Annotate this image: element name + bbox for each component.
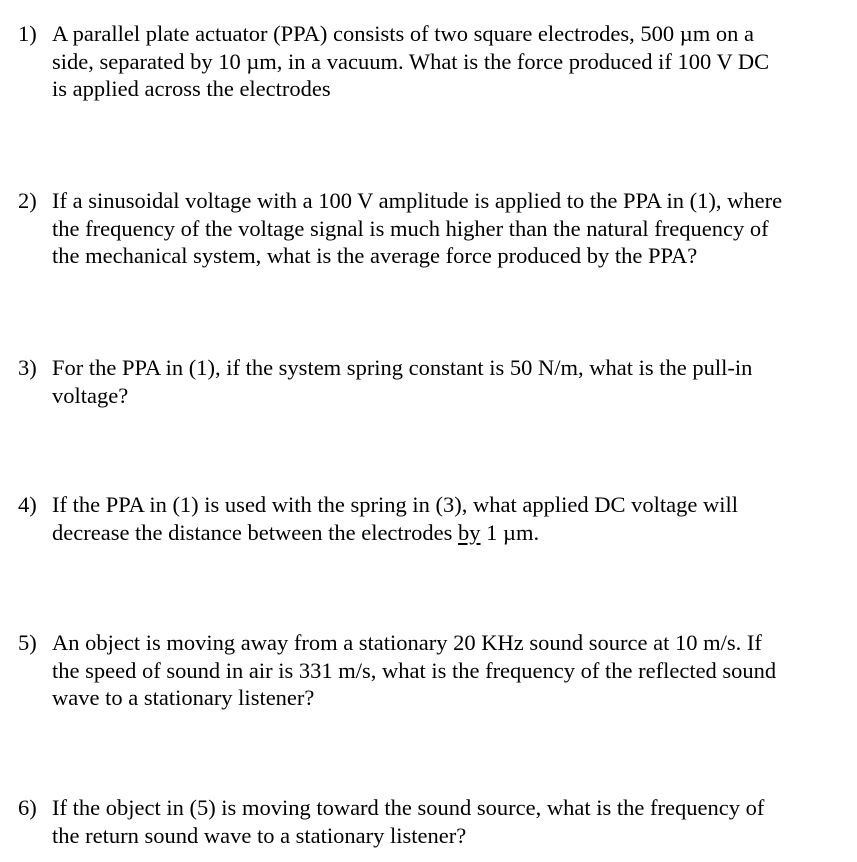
question-text	[52, 629, 848, 712]
question-line: the return sound wave to a stationary listener?	[52, 822, 467, 848]
question-line: the speed of sound in air is 331 m/s, what is the frequency of the reflected sound	[52, 657, 777, 683]
question-line: the frequency of the voltage signal is much higher than the natural frequency of	[52, 215, 769, 241]
question-line: voltage?	[52, 382, 129, 408]
question-line-end: 1 µm.	[480, 519, 540, 545]
question-line: the mechanical system, what is the average force produced by the PPA?	[52, 243, 698, 268]
question-line: is applied across the electrodes	[52, 76, 331, 101]
question-number: 5)	[18, 630, 37, 655]
question-line: side, separated by 10 µm, in a vacuum. What is the force produced if 100 V DC	[52, 48, 770, 74]
question-1	[18, 20, 848, 103]
question-number: 6)	[18, 795, 37, 820]
question-2	[18, 187, 848, 270]
question-line: If a sinusoidal voltage with a 100 V amplitude is applied to the PPA in (1), where	[52, 188, 783, 213]
question-text	[52, 187, 848, 270]
question-text	[52, 794, 848, 849]
question-number: 1)	[18, 21, 37, 46]
question-text	[52, 354, 848, 409]
question-6	[18, 794, 848, 849]
question-line: If the object in (5) is moving toward the sound source, what is the frequency of	[52, 795, 765, 820]
question-line: A parallel plate actuator (PPA) consists of two square electrodes, 500 µm on a	[52, 21, 754, 46]
question-number: 3)	[18, 355, 37, 380]
question-text	[52, 20, 848, 103]
underlined-word: by	[458, 519, 481, 545]
question-line	[52, 519, 848, 547]
question-line: wave to a stationary listener?	[52, 685, 315, 710]
question-line: An object is moving away from a stationary 20 KHz sound source at 10 m/s. If	[52, 630, 762, 655]
question-4	[18, 491, 848, 546]
question-3	[18, 354, 848, 409]
question-number: 4)	[18, 492, 37, 517]
question-number: 2)	[18, 188, 37, 213]
question-line: For the PPA in (1), if the system spring constant is 50 N/m, what is the pull-in	[52, 355, 753, 380]
question-line-start: decrease the distance between the electrodes	[52, 519, 459, 545]
question-text	[52, 491, 848, 546]
question-5	[18, 629, 848, 712]
question-line: If the PPA in (1) is used with the spring in (3), what applied DC voltage will	[52, 492, 738, 517]
